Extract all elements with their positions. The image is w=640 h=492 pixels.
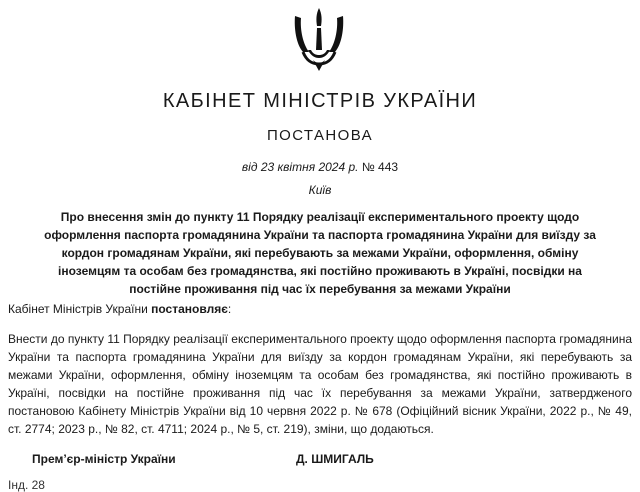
body-paragraph: Внести до пункту 11 Порядку реалізації експериментального проекту щодо оформлення паспорта громадянина України та паспорта громадянина України для виїзду за кордон громадянам України, які перебувають за межами України, оформлення, обміну іноземцям та особам без громадянства, які постійно проживають в Україні, посвідки на постійне проживання під час їх перебування за межами України, затвердженого постановою Кабінету Міністрів України від 10 червня 2022 р. № 678 (Офіційний вісник України, 2022 р., № 49, ст. 2774; 2023 р., № 82, ст. 4711; 2024 р., № 5, ст. 219), зміни, що додаються. (8, 332, 632, 436)
document-date (0, 160, 640, 174)
date-text: від 23 квітня 2024 р. (241, 160, 359, 174)
enactment-line (8, 302, 231, 316)
enactment-suffix: : (227, 302, 232, 316)
resolution-title: Про внесення змін до пункту 11 Порядку реалізації експериментального проекту щодо оформлення паспорта громадянина України та паспорта громадянина України для виїзду за кордон громадянам України, які перебувають за межами України, оформлення, обміну іноземцям та особам без громадянства, які постійно проживають в Україні, посвідки на постійне проживання під час їх перебування за межами України (44, 210, 596, 296)
enactment-prefix: Кабінет Міністрів України (8, 302, 148, 316)
document-type: ПОСТАНОВА (266, 127, 374, 144)
trident-icon (288, 6, 350, 72)
city: Київ (308, 183, 332, 197)
document-number: № 443 (361, 160, 399, 174)
enactment-verb: постановляє (151, 302, 228, 316)
signatory-name: Д. ШМИГАЛЬ (296, 452, 374, 466)
cabinet-title: КАБІНЕТ МІНІСТРІВ УКРАЇНИ (162, 90, 478, 112)
signatory-role: Прем’єр-міністр України (32, 452, 176, 466)
cutoff-text: Інд. 28 (8, 478, 45, 492)
